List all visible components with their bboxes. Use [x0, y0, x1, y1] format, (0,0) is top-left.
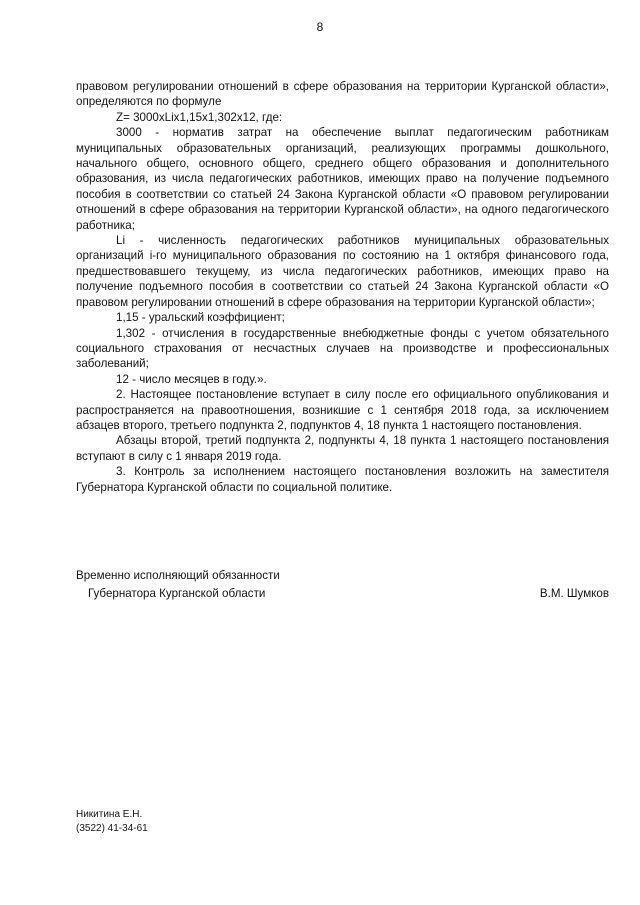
- executor-name: Никитина Е.Н.: [76, 809, 143, 820]
- signatory-name: В.М. Шумков: [539, 587, 609, 600]
- paragraph-continuation: правовом регулировании отношений в сфере образования на территории Курганской области», определяются по формуле: [76, 80, 609, 109]
- signature-position-line1: Временно исполняющий обязанности: [76, 569, 280, 582]
- signature-position-line2: Губернатора Курганской области: [88, 587, 266, 600]
- signature-block: [76, 568, 609, 602]
- paragraph-paragraphs-effective: Абзацы второй, третий подпункта 2, подпункты 4, 18 пункта 1 настоящего постановления вступают в силу с 1 января 2019 года.: [76, 434, 609, 463]
- paragraph-item-3: 3. Контроль за исполнением настоящего постановления возложить на заместителя Губернатора Курганской области по социальной политике.: [76, 465, 609, 494]
- document-body: [76, 79, 609, 495]
- paragraph-item-2: 2. Настоящее постановление вступает в силу после его официального опубликования и распространяется на правоотношения, возникшие с 1 сентября 2018 года, за исключением абзацев второго, третьего подпункта 2, подпунктов 4, 18 пункта 1 настоящего постановления.: [76, 388, 609, 432]
- page-number: 8: [316, 20, 324, 34]
- paragraph-formula: Z= 3000xLix1,15x1,302x12, где:: [116, 110, 283, 124]
- paragraph-norm-3000: 3000 - норматив затрат на обеспечение выплат педагогическим работникам муниципальных образовательных организаций, реализующих программы дошкольного, начального общего, основного общего, среднего общего образования и дополнительного образования, из числа педагогических работников, имеющих право на получение подъемного пособия в соответствии со статьей 24 Закона Курганской области «О правовом регулировании отношений в сфере образования на территории Курганской области», на одного педагогического работника;: [76, 126, 609, 232]
- executor-block: [76, 808, 148, 836]
- executor-phone: (3522) 41-34-61: [76, 823, 148, 834]
- paragraph-li: Li - численность педагогических работников муниципальных образовательных организаций i-го муниципального образования по состоянию на 1 октября финансового года, предшествовавшего текущему, из числа педагогических работников, имеющих право на получение подъемного пособия в соответствии со статьей 24 Закона Курганской области «О правовом регулировании отношений в сфере образования на территории Курганской области»;: [76, 234, 609, 309]
- paragraph-contributions: 1,302 - отчисления в государственные внебюджетные фонды с учетом обязательного социального страхования от несчастных случаев на производстве и профессиональных заболеваний;: [76, 326, 609, 371]
- paragraph-months: 12 - число месяцев в году.».: [116, 372, 267, 386]
- paragraph-coefficient: 1,15 - уральский коэффициент;: [116, 311, 285, 325]
